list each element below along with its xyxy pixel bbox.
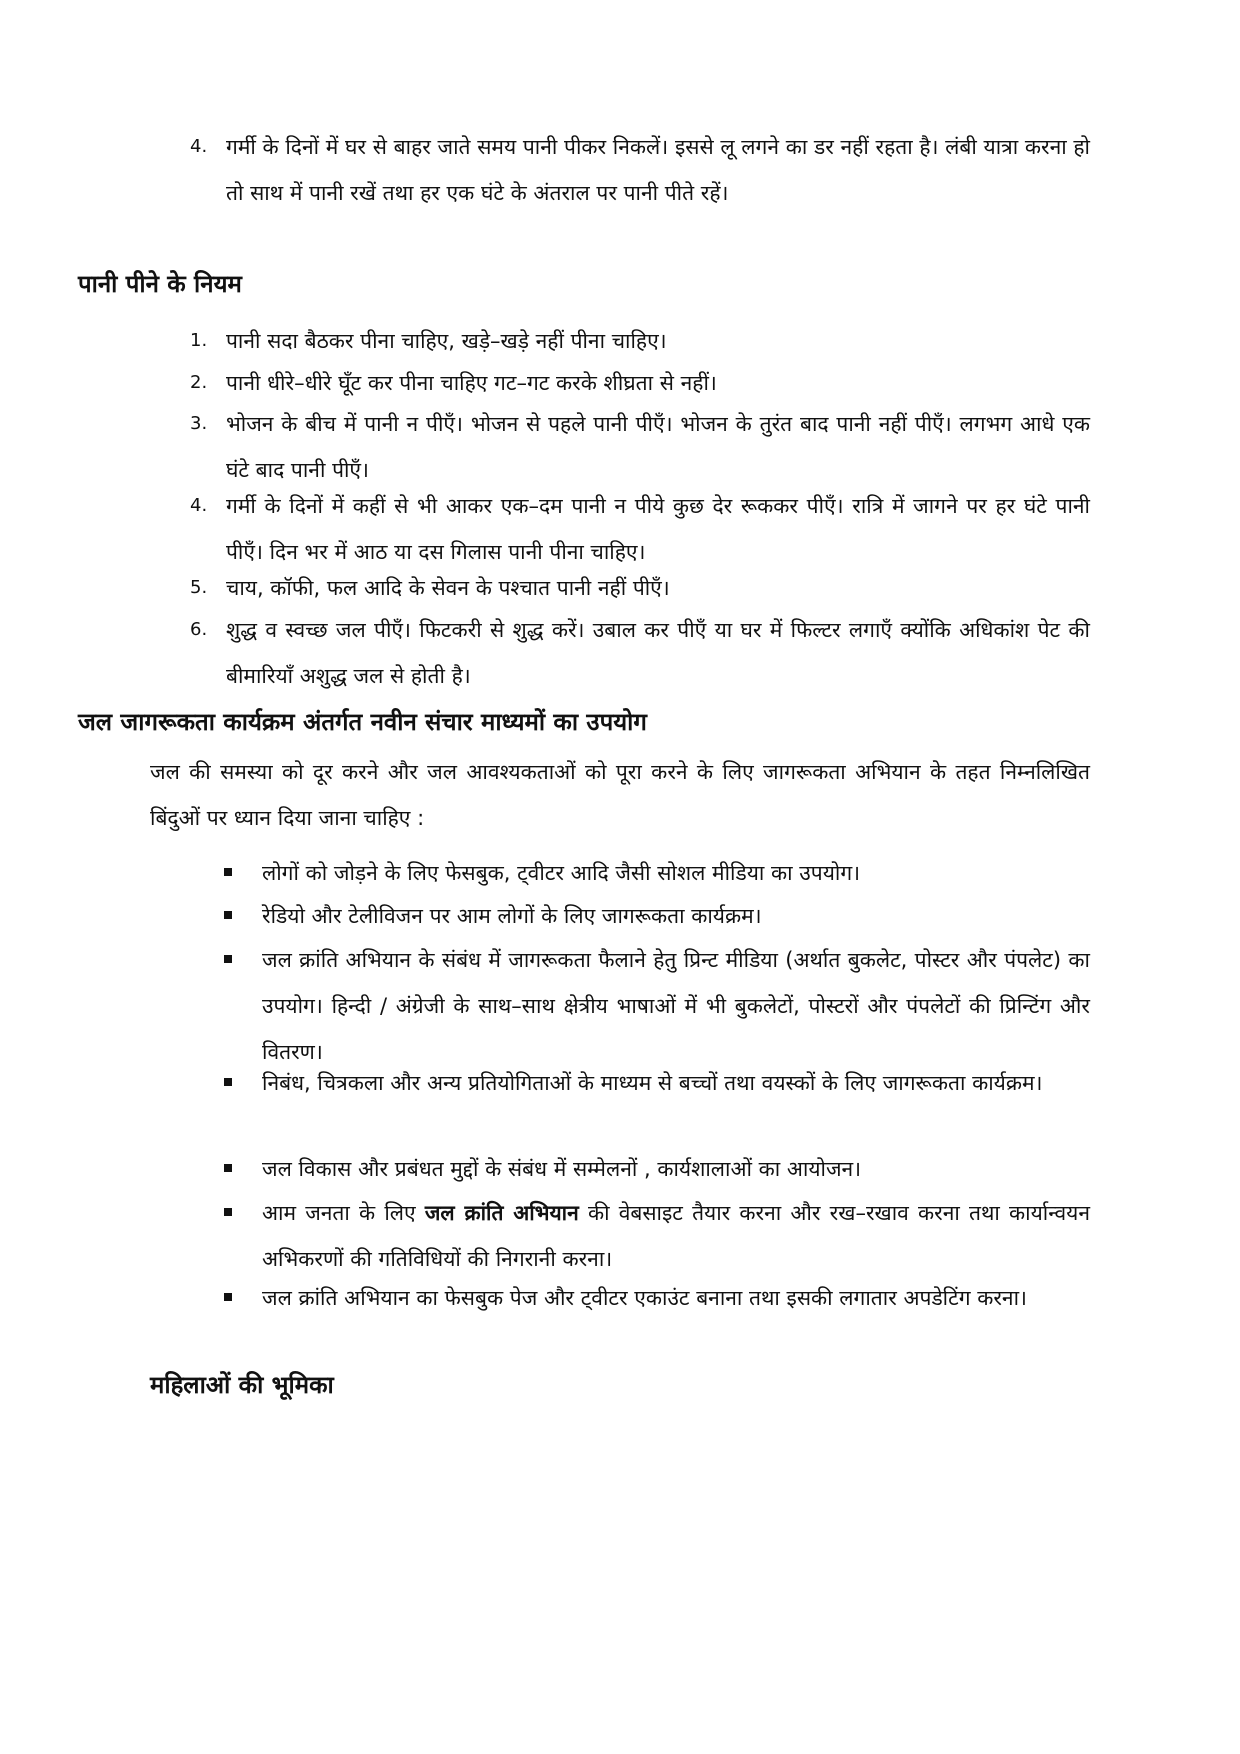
bullet-item — [224, 1190, 1090, 1282]
square-bullet-icon — [224, 1078, 232, 1086]
list-number: 3. — [190, 413, 208, 434]
square-bullet-icon — [224, 1293, 232, 1301]
list-text: भोजन के बीच में पानी न पीएँ। भोजन से पहले पानी पीएँ। भोजन के तुरंत बाद पानी नहीं पीएँ। लगभग आधे एक घंटे बाद पानी पीएँ। — [226, 412, 1090, 482]
list-item — [190, 565, 1090, 611]
bullet-text-bold-campaign: जल क्रांति अभियान — [424, 1201, 579, 1225]
list-text: पानी धीरे–धीरे घूँट कर पीना चाहिए गट–गट करके शीघ्रता से नहीं। — [226, 371, 717, 395]
bullet-item — [224, 893, 1090, 939]
bullet-text — [262, 1190, 1090, 1282]
section-heading-women-role: महिलाओं की भूमिका — [150, 1371, 334, 1399]
list-item — [190, 401, 1090, 493]
list-text: चाय, कॉफी, फल आदि के सेवन के पश्चात पानी नहीं पीएँ। — [226, 576, 670, 600]
list-item — [190, 124, 1090, 216]
bullet-text: रेडियो और टेलीविजन पर आम लोगों के लिए जागरूकता कार्यक्रम। — [262, 904, 762, 928]
list-item — [190, 318, 1090, 364]
bullet-text: जल क्रांति अभियान का फेसबुक पेज और ट्वीटर एकाउंट बनाना तथा इसकी लगातार अपडेटिंग करना। — [262, 1286, 1027, 1310]
list-number: 4. — [190, 495, 208, 516]
section-heading-awareness: जल जागरूकता कार्यक्रम अंतर्गत नवीन संचार माध्यमों का उपयोग — [78, 708, 647, 736]
square-bullet-icon — [224, 1164, 232, 1172]
square-bullet-icon — [224, 868, 232, 876]
list-number: 1. — [190, 330, 208, 351]
list-item — [190, 607, 1090, 699]
list-number: 4. — [190, 136, 208, 157]
square-bullet-icon — [224, 911, 232, 919]
bullet-item — [224, 850, 1090, 896]
list-item — [190, 483, 1090, 575]
section-heading-water-rules: पानी पीने के नियम — [78, 270, 242, 298]
bullet-text: लोगों को जोड़ने के लिए फेसबुक, ट्वीटर आदि जैसी सोशल मीडिया का उपयोग। — [262, 861, 861, 885]
list-text: शुद्ध व स्वच्छ जल पीएँ। फिटकरी से शुद्ध करें। उबाल कर पीएँ या घर में फिल्टर लगाएँ क्योंकि अधिकांश पेट की बीमारियाँ अशुद्ध जल से होती है। — [226, 618, 1090, 688]
list-item — [190, 360, 1090, 406]
awareness-intro-paragraph: जल की समस्या को दूर करने और जल आवश्यकताओं को पूरा करने के लिए जागरूकता अभियान के तहत निम्नलिखित बिंदुओं पर ध्यान दिया जाना चाहिए : — [150, 760, 1090, 830]
square-bullet-icon — [224, 955, 232, 963]
bullet-item — [224, 1146, 1090, 1192]
list-number: 2. — [190, 372, 208, 393]
bullet-text: जल क्रांति अभियान के संबंध में जागरूकता फैलाने हेतु प्रिन्ट मीडिया (अर्थात बुकलेट, पोस्टर और पंपलेट) का उपयोग। हिन्दी / अंग्रेजी के साथ–साथ क्षेत्रीय भाषाओं में भी बुकलेटों, पोस्टरों और पंपलेटों की प्रिन्टिंग और वितरण। — [262, 948, 1090, 1064]
square-bullet-icon — [224, 1208, 232, 1216]
bullet-text-after: की वेबसाइट तैयार करना और रख–रखाव करना तथा कार्यान्वयन अभिकरणों की गतिविधियों की निगरानी करना। — [262, 1201, 1090, 1271]
bullet-text: जल विकास और प्रबंधत मुद्दों के संबंध में सम्मेलनों , कार्यशालाओं का आयोजन। — [262, 1157, 862, 1181]
list-text: पानी सदा बैठकर पीना चाहिए, खड़े–खड़े नहीं पीना चाहिए। — [226, 329, 667, 353]
list-number: 6. — [190, 619, 208, 640]
bullet-text-before: आम जनता के लिए — [262, 1201, 425, 1225]
bullet-text: निबंध, चित्रकला और अन्य प्रतियोगिताओं के माध्यम से बच्चों तथा वयस्कों के लिए जागरूकता कार्यक्रम। — [262, 1071, 1043, 1095]
list-number: 5. — [190, 577, 208, 598]
bullet-item — [224, 1060, 1090, 1106]
bullet-item — [224, 1275, 1090, 1321]
bullet-item — [224, 937, 1090, 1075]
list-text: गर्मी के दिनों में घर से बाहर जाते समय पानी पीकर निकलें। इससे लू लगने का डर नहीं रहता है। लंबी यात्रा करना हो तो साथ में पानी रखें तथा हर एक घंटे के अंतराल पर पानी पीते रहें। — [226, 135, 1090, 205]
list-text: गर्मी के दिनों में कहीं से भी आकर एक–दम पानी न पीये कुछ देर रूककर पीएँ। रात्रि में जागने पर हर घंटे पानी पीएँ। दिन भर में आठ या दस गिलास पानी पीना चाहिए। — [226, 494, 1090, 564]
